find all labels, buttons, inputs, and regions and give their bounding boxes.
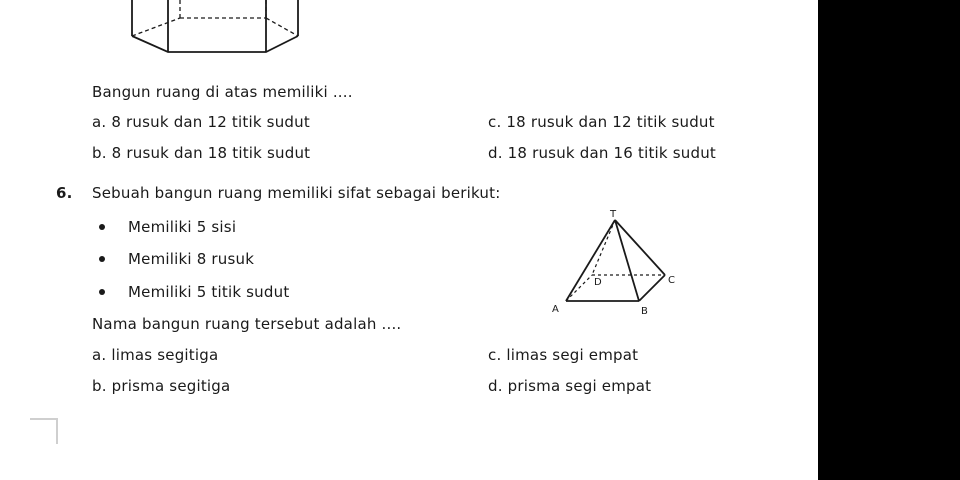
- q5-question: Bangun ruang di atas memiliki ....: [92, 83, 353, 101]
- q6-option-a[interactable]: a. limas segitiga: [92, 346, 219, 364]
- q5-option-a[interactable]: a. 8 rusuk dan 12 titik sudut: [92, 113, 310, 131]
- bullet-3: [99, 289, 105, 295]
- label-c: C: [668, 275, 675, 286]
- q6-option-d[interactable]: d. prisma segi empat: [488, 377, 652, 395]
- label-d: D: [594, 277, 602, 288]
- q5-option-b[interactable]: b. 8 rusuk dan 18 titik sudut: [92, 144, 311, 162]
- bullet-1: [99, 224, 105, 230]
- q6-property-3: Memiliki 5 titik sudut: [128, 283, 290, 301]
- label-b: B: [641, 306, 648, 317]
- corner-mark: [30, 418, 58, 444]
- label-t: T: [610, 209, 617, 220]
- q6-prompt: Nama bangun ruang tersebut adalah ....: [92, 315, 402, 333]
- q6-number: 6.: [56, 184, 73, 202]
- right-black-bar: [818, 0, 960, 480]
- label-a: A: [552, 304, 559, 315]
- q6-question: Sebuah bangun ruang memiliki sifat sebagai berikut:: [92, 184, 501, 202]
- bullet-2: [99, 256, 105, 262]
- q6-option-b[interactable]: b. prisma segitiga: [92, 377, 231, 395]
- q5-option-c[interactable]: c. 18 rusuk dan 12 titik sudut: [488, 113, 715, 131]
- q6-option-c[interactable]: c. limas segi empat: [488, 346, 639, 364]
- hexagonal-prism-figure: [120, 0, 310, 62]
- q5-option-d[interactable]: d. 18 rusuk dan 16 titik sudut: [488, 144, 716, 162]
- square-pyramid-figure: [548, 208, 688, 320]
- q6-property-1: Memiliki 5 sisi: [128, 218, 237, 236]
- q6-property-2: Memiliki 8 rusuk: [128, 250, 255, 268]
